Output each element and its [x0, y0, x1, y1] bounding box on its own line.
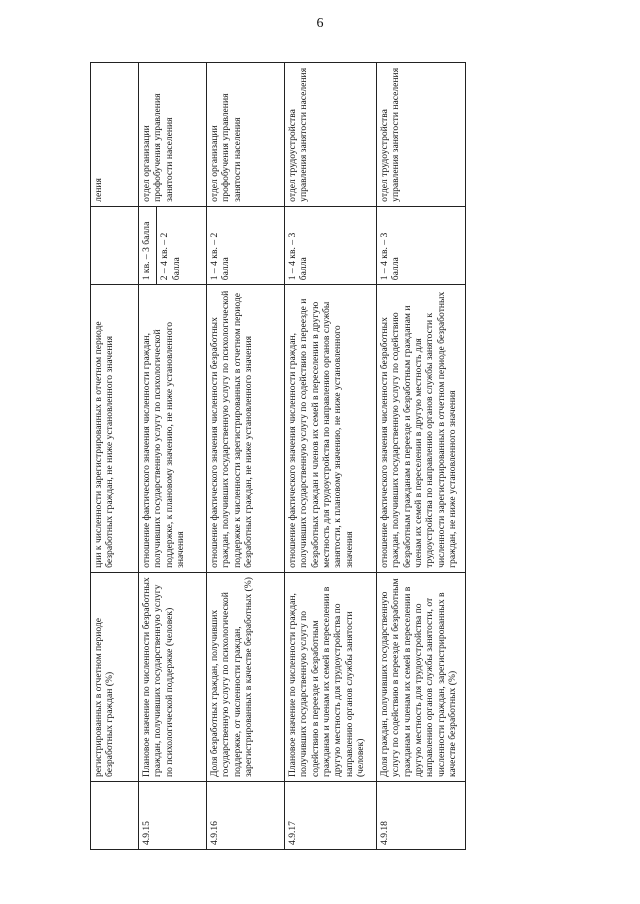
cell-name: Доля граждан, получивших государственную услугу по содействию в переезде и безработным гражданам и членам их семей в переселении в другую местность для трудоустройства по направлению органов службы занятости, от численности граждан, зарегистрированных в качестве безработных (%): [377, 572, 466, 781]
cell-score: [139, 206, 207, 284]
cell-responsible: отдел трудоустройства управления занятости населения: [285, 63, 377, 207]
page-number: 6: [316, 16, 324, 31]
table-row: [207, 63, 285, 850]
cell-num: 4.9.17: [285, 782, 377, 850]
cell-score: [91, 206, 139, 284]
cell-responsible: отдел организации профобучения управления занятости населения: [139, 63, 207, 207]
score-q1: 1 кв. – 3 балла: [141, 221, 152, 281]
cell-formula: отношение фактического значения численности безработных граждан, получивших государственную услугу по психологической поддержке к численности зарегистрированных в отчетном периоде безработных граждан, не ниже установленного значения: [207, 285, 285, 573]
table-row-header-continuation: [91, 63, 139, 850]
cell-formula: ции к численности зарегистрированных в отчетном периоде безработных граждан, не ниже установленного значения: [91, 285, 139, 573]
table-row: [377, 63, 466, 850]
cell-responsible: отдел трудоустройства управления занятости населения: [377, 63, 466, 207]
cell-name: Плановое значение по численности граждан, получивших государственную услугу по содействию в переезде и безработным гражданам и членам их семей в переселении в другую местность для трудоустройства по направлению органов службы занятости (человек): [285, 572, 377, 781]
cell-num: [91, 782, 139, 850]
cell-num: 4.9.18: [377, 782, 466, 850]
cell-name: регистрированных в отчетном периоде безработных граждан (%): [91, 572, 139, 781]
rotated-table-container: [90, 62, 465, 850]
score-q2-4: 2 – 4 кв. – 2 балла: [156, 207, 182, 284]
indicators-table: [90, 62, 466, 850]
cell-score: 1 – 4 кв. – 3 балла: [377, 206, 466, 284]
cell-name: Доля безработных граждан, получивших государственную услугу по психологической поддержке, от численности граждан, зарегистрированных в качестве безработных (%): [207, 572, 285, 781]
cell-responsible: отдел организации профобучения управления занятости населения: [207, 63, 285, 207]
table-row: [139, 63, 207, 850]
cell-formula: отношение фактического значения численности граждан, получивших государственную услугу по психологической поддержке, к плановому значению, не ниже установленного значения: [139, 285, 207, 573]
cell-score: 1 – 4 кв. – 3 балла: [285, 206, 377, 284]
table-row: [285, 63, 377, 850]
cell-formula: отношение фактического значения численности безработных граждан, получивших государственную услугу по содействию безработным гражданам в переезде и безработным гражданам и членам их семей в переселении в другую местность для трудоустройства по направлению органов службы занятости к численности зарегистрированных в отчетном периоде безработных граждан, не ниже установленного значения: [377, 285, 466, 573]
cell-responsible: ления: [91, 63, 139, 207]
cell-formula: отношение фактического значения численности граждан, получивших государственную услугу по содействию в переезде и безработных граждан и членов их семей в переселении в другую местность для трудоустройства по направлению органов службы занятости, к плановому значению, не ниже установленного значения: [285, 285, 377, 573]
cell-score: 1 – 4 кв. – 2 балла: [207, 206, 285, 284]
cell-num: 4.9.16: [207, 782, 285, 850]
cell-name: Плановое значение по численности безработных граждан, получивших государственную услугу по психологической поддержке (человек): [139, 572, 207, 781]
table-wrapper: [90, 62, 465, 850]
cell-num: 4.9.15: [139, 782, 207, 850]
